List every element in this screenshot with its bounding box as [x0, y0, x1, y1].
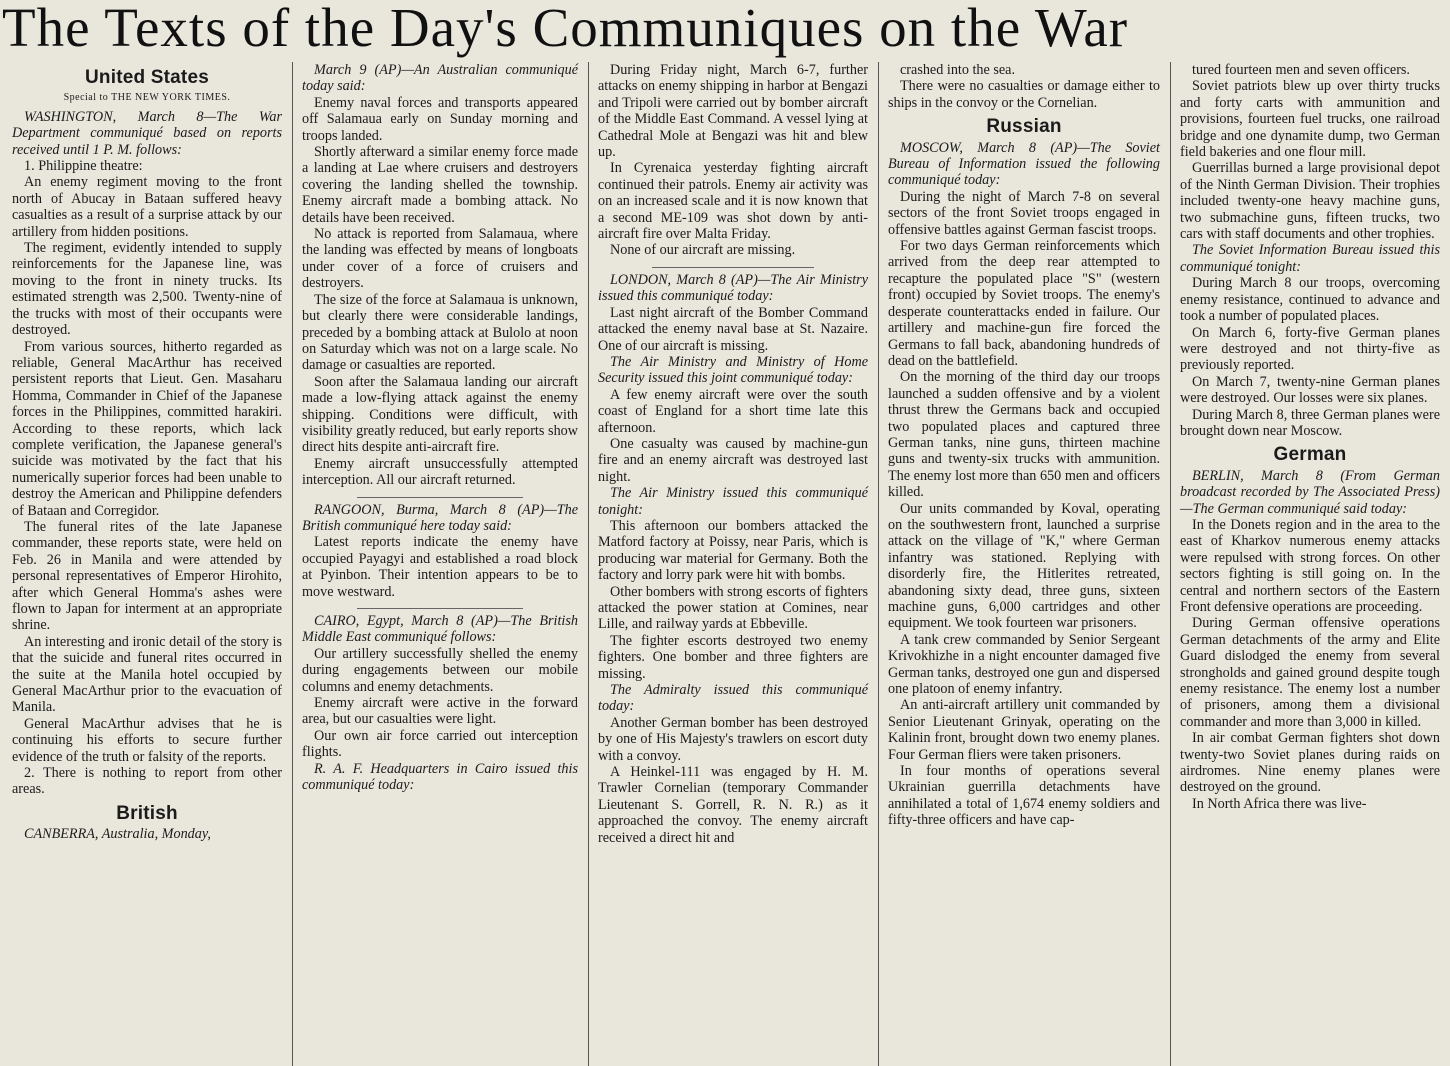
dateline-moscow: MOSCOW, March 8 (AP)—The Soviet Bureau of Information issued the following communiqué today:: [888, 139, 1160, 189]
column-4: [882, 62, 1166, 1066]
paragraph: Other bombers with strong escorts of fighters attacked the power station at Comines, near Lille, and railway yards at Ebbeville.: [598, 583, 868, 633]
paragraph: In air combat German fighters shot down twenty-two Soviet planes during raids on airdromes. Nine enemy planes were destroyed on the ground.: [1180, 730, 1440, 796]
divider: [652, 267, 814, 268]
column-rule: [878, 62, 879, 1066]
dateline-canberra: CANBERRA, Australia, Monday,: [24, 826, 211, 843]
paragraph: During the night of March 7-8 on several sectors of the front Soviet troops engaged in offensive battles against German fascist troops.: [888, 188, 1160, 238]
paragraph: Guerrillas burned a large provisional depot of the Ninth German Division. Their trophies included twenty-one heavy machine guns, two submachine guns, fifteen trucks, two cars with staff documents and other trophies.: [1180, 160, 1440, 243]
paragraph: General MacArthur advises that he is continuing his efforts to secure further evidence of the truth or falsity of the reports.: [12, 715, 282, 765]
divider: [357, 608, 523, 609]
dateline-australia: March 9 (AP)—An Australian communiqué today said:: [302, 62, 578, 95]
paragraph: The size of the force at Salamaua is unknown, but clearly there were considerable landings, preceded by a bombing attack at Bulolo at noon on Saturday which was not on a large scale. No damage or casualties are reported.: [302, 291, 578, 374]
paragraph: In North Africa there was live-: [1192, 795, 1367, 812]
dateline-berlin: BERLIN, March 8 (From German broadcast recorded by The Associated Press)—The German communiqué said today:: [1180, 467, 1440, 517]
paragraph: An enemy regiment moving to the front north of Abucay in Bataan suffered heavy casualties as a result of a surprise attack by our artillery from hidden positions.: [12, 174, 282, 240]
paragraph: This afternoon our bombers attacked the Matford factory at Poissy, near Paris, which is producing war material for Germany. Both the factory and lorry park were hit with bombs.: [598, 517, 868, 584]
paragraph: Enemy aircraft unsuccessfully attempted interception. All our aircraft returned.: [302, 455, 578, 489]
section-heading-russian: Russian: [986, 116, 1062, 138]
column-rule: [588, 62, 589, 1066]
paragraph: The funeral rites of the late Japanese commander, these reports state, were held on Feb. 26 in Manila and were attended by personal representatives of Emperor Hirohito, after which General Homma's ashes were flown to Japan for interment at an appropriate shrine.: [12, 518, 282, 634]
dateline-rangoon: RANGOON, Burma, March 8 (AP)—The British communiqué here today said:: [302, 501, 578, 534]
divider: [357, 497, 523, 498]
subhead-soviet-bureau: The Soviet Information Bureau issued this communiqué tonight:: [1180, 242, 1440, 275]
dateline-cairo: CAIRO, Egypt, March 8 (AP)—The British Middle East communiqué follows:: [302, 613, 578, 646]
dateline-raf-cairo: R. A. F. Headquarters in Cairo issued this communiqué today:: [302, 760, 578, 794]
paragraph: Our units commanded by Koval, operating on the southwestern front, launched a surprise attack on the village of "K," where German infantry was stationed. Replying with disorderly fire, the Hitlerites retreated, abandoning sixty dead, three guns, sixteen machine guns, 6,000 cartridges and other equipment. We took fourteen war prisoners.: [888, 500, 1160, 632]
column-5: [1174, 62, 1446, 1066]
paragraph: No attack is reported from Salamaua, where the landing was effected by means of longboats under cover of a force of cruisers and destroyers.: [302, 226, 578, 292]
paragraph: On the morning of the third day our troops launched a sudden offensive and by a violent thrust threw the Germans back and occupied two populated places and captured three German tanks, nine guns, thirteen machine guns and twenty-six trucks with ammunition. The enemy lost more than 650 men and officers killed.: [888, 369, 1160, 501]
paragraph: From various sources, hitherto regarded as reliable, General MacArthur has received persistent reports that Lieut. Gen. Masaharu Homma, Commander in Chief of the Japanese forces in the Philippines, committed harakiri. According to these reports, which lack complete verification, the Japanese general's suicide was motivated by the fact that his numerically superior forces had been unable to destroy the American and Philippine defenders of Bataan and Corregidor.: [12, 338, 282, 519]
subhead-air-ministry-tonight: The Air Ministry issued this communiqué tonight:: [598, 485, 868, 518]
paragraph: In four months of operations several Ukrainian guerrilla detachments have annihilated a total of 1,674 enemy soldiers and fifty-three officers and have cap-: [888, 763, 1160, 829]
paragraph: Latest reports indicate the enemy have occupied Payagyi and established a road block at Pyinbon. Their intention appears to be to move westward.: [302, 534, 578, 600]
paragraph: For two days German reinforcements which arrived from the deep rear attempted to recapture the populated place "S" (western front) occupied by Soviet troops. The enemy's desperate counterattacks ended in failure. Our artillery and machine-gun fire forced the Germans to fall back, abandoning hundreds of dead on the battlefield.: [888, 238, 1160, 369]
paragraph: Shortly afterward a similar enemy force made a landing at Lae where cruisers and destroyers covering the landing shelled the township. Enemy aircraft made a bombing attack. No details have been received.: [302, 144, 578, 226]
paragraph: crashed into the sea.: [900, 62, 1016, 78]
paragraph: On March 6, forty-five German planes were destroyed and not thirty-five as previously reported.: [1180, 324, 1440, 374]
byline: Special to THE NEW YORK TIMES.: [63, 92, 231, 104]
page-headline: The Texts of the Day's Communiques on the War: [2, 0, 1129, 58]
paragraph: Soviet patriots blew up over thirty trucks and forty carts with ammunition and provisions, fourteen fuel trucks, one railroad bridge and one dynamite dump, two German field bakeries and one flour mill.: [1180, 78, 1440, 161]
dateline-washington: WASHINGTON, March 8—The War Department communiqué based on reports received until 1 P. M. follows:: [12, 108, 282, 158]
section-heading-british: British: [116, 802, 178, 824]
paragraph: During German offensive operations German detachments of the army and Elite Guard dislodged the enemy from several strongholds and gained ground despite tough enemy resistance. The enemy lost a number of prisoners, among them a divisional commander and more than 3,000 in killed.: [1180, 615, 1440, 730]
paragraph: Enemy aircraft were active in the forward area, but our casualties were light.: [302, 695, 578, 728]
subhead-joint-communique: The Air Ministry and Ministry of Home Security issued this joint communiqué today:: [598, 353, 868, 387]
paragraph: The regiment, evidently intended to supply reinforcements for the Japanese line, was moving to the front in ninety trucks. Its estimated strength was 2,500. Twenty-nine of the trucks with most of their occupants were destroyed.: [12, 240, 282, 339]
paragraph: 2. There is nothing to report from other areas.: [12, 765, 282, 798]
section-heading-united-states: United States: [84, 67, 209, 88]
paragraph: Another German bomber has been destroyed by one of His Majesty's trawlers on escort duty with a convoy.: [598, 714, 868, 764]
paragraph: A few enemy aircraft were over the south coast of England for a short time late this afternoon.: [598, 386, 868, 436]
section-heading-german: German: [1273, 444, 1347, 466]
paragraph: A Heinkel-111 was engaged by H. M. Trawler Cornelian (temporary Commander Lieutenant S. Gorrell, R. N. R.) as it approached the convoy. The enemy aircraft received a direct hit and: [598, 764, 868, 846]
dateline-london: LONDON, March 8 (AP)—The Air Ministry issued this communiqué today:: [598, 271, 868, 305]
paragraph: A tank crew commanded by Senior Sergeant Krivokhizhe in a night encounter damaged five German tanks, destroyed one gun and dispersed one platoon of enemy infantry.: [888, 631, 1160, 698]
paragraph: In Cyrenaica yesterday fighting aircraft continued their patrols. Enemy air activity was on an increased scale and it is now known that a second ME-109 was shot down by anti-aircraft fire over Malta Friday.: [598, 160, 868, 243]
paragraph: Last night aircraft of the Bomber Command attacked the enemy naval base at St. Nazaire. One of our aircraft is missing.: [598, 304, 868, 354]
subhead-admiralty: The Admiralty issued this communiqué today:: [598, 682, 868, 715]
paragraph: An interesting and ironic detail of the story is that the suicide and funeral rites occurred in the suite at the Manila hotel occupied by General MacArthur prior to the evacuation of Manila.: [12, 633, 282, 716]
paragraph: In the Donets region and in the area to the east of Kharkov numerous enemy attacks were repulsed with strong forces. On other sectors fighting is still going on. In the central and northern sectors of the Eastern Front defensive operations are proceeding.: [1180, 516, 1440, 615]
paragraph: The fighter escorts destroyed two enemy fighters. One bomber and three fighters are missing.: [598, 632, 868, 682]
paragraph: tured fourteen men and seven officers.: [1192, 62, 1410, 78]
column-2: [296, 62, 584, 1066]
paragraph: None of our aircraft are missing.: [610, 242, 796, 259]
column-rule: [1170, 62, 1171, 1066]
paragraph: Our own air force carried out interception flights.: [302, 727, 578, 761]
paragraph: One casualty was caused by machine-gun fire and an enemy aircraft was destroyed last night.: [598, 435, 868, 485]
paragraph: Our artillery successfully shelled the enemy during engagements between our mobile columns and enemy detachments.: [302, 645, 578, 695]
column-1: [6, 62, 288, 1066]
paragraph: During March 8 our troops, overcoming enemy resistance, continued to advance and took a number of populated places.: [1180, 275, 1440, 325]
paragraph: During March 8, three German planes were brought down near Moscow.: [1180, 406, 1440, 439]
paragraph: During Friday night, March 6-7, further attacks on enemy shipping in harbor at Bengazi and Tripoli were carried out by bomber aircraft of the Middle East Command. A vessel lying at Cathedral Mole at Bengazi was hit and blew up.: [598, 62, 868, 161]
column-3: [592, 62, 874, 1066]
paragraph: An anti-aircraft artillery unit commanded by Senior Lieutenant Grinyak, operating on the Kalinin front, brought down two enemy planes. Four German fliers were taken prisoners.: [888, 697, 1160, 763]
paragraph: 1. Philippine theatre:: [24, 158, 143, 175]
paragraph: There were no casualties or damage either to ships in the convoy or the Cornelian.: [888, 78, 1160, 111]
paragraph: On March 7, twenty-nine German planes were destroyed. Our losses were six planes.: [1180, 373, 1440, 407]
paragraph: Soon after the Salamaua landing our aircraft made a low-flying attack against the enemy shipping. Conditions were difficult, with visibility greatly reduced, but early reports show direct hits despite anti-aircraft fire.: [302, 373, 578, 456]
paragraph: Enemy naval forces and transports appeared off Salamaua early on Sunday morning and troops landed.: [302, 94, 578, 144]
column-rule: [292, 62, 293, 1066]
